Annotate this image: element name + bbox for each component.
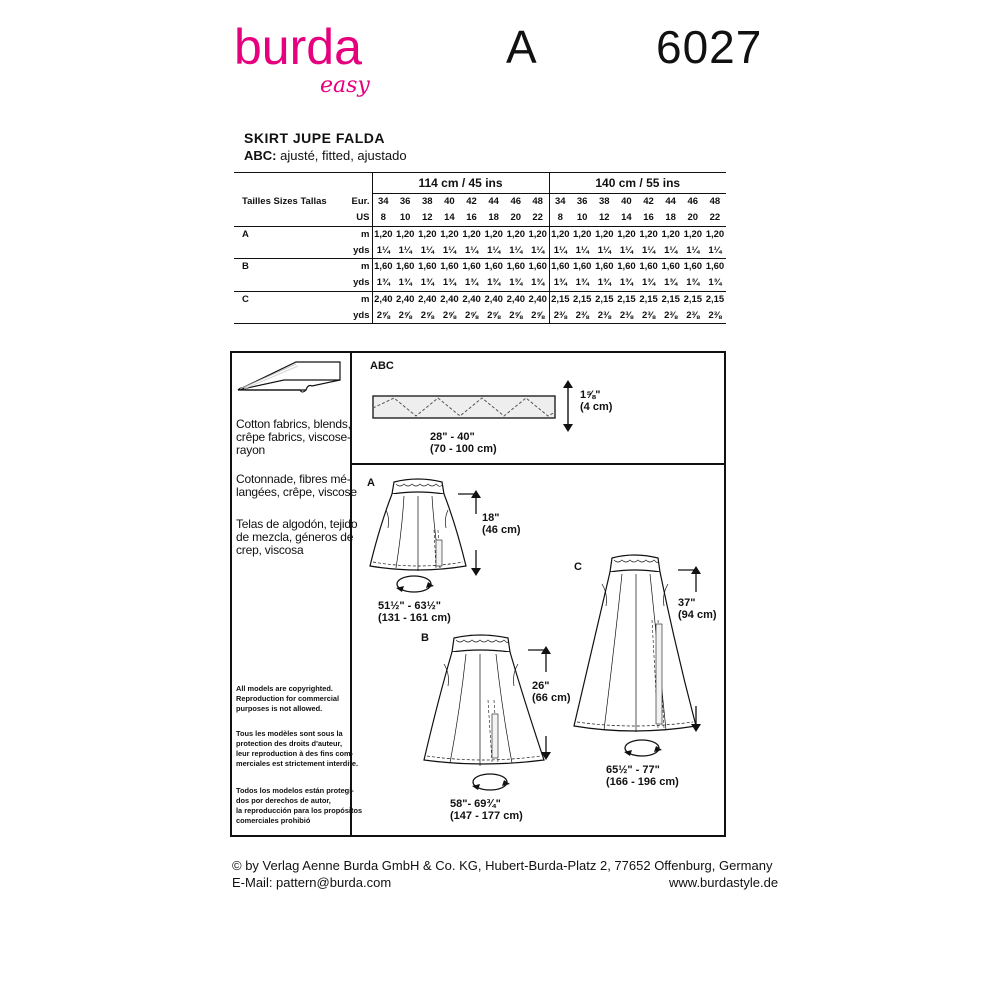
b-hem-cm: (147 - 177 cm) [450, 810, 523, 822]
us-size-114-cell: 16 [461, 210, 483, 226]
c-hem-cm: (166 - 196 cm) [606, 776, 679, 788]
yards-114-cell: 1¼ [372, 242, 394, 258]
us-size-140-cell: 14 [615, 210, 637, 226]
burda-easy-logo [232, 14, 392, 104]
eur-size-114-cell: 36 [399, 196, 411, 208]
eur-size-140-cell: 36 [576, 196, 588, 208]
yards-140-cell: 1¾ [593, 275, 615, 291]
skirt-b-hem-circumference-icon [470, 772, 514, 794]
yards-140-cell: 2⅜ [704, 307, 726, 323]
yards-114-cell: 2⅝ [372, 307, 394, 323]
c-length-inches: 37" [678, 597, 696, 609]
meters-140-cell: 1,60 [639, 261, 658, 273]
yards-140-cell: 2⅜ [660, 307, 682, 323]
website-link[interactable]: www.burdastyle.de [669, 875, 779, 890]
us-size-140-cell: 10 [571, 210, 593, 226]
meters-140-cell: 1,20 [551, 228, 570, 240]
meters-140-cell: 2,15 [683, 293, 703, 305]
waistband-length-cm: (70 - 100 cm) [430, 443, 497, 455]
meters-140-cell: 1,60 [572, 261, 592, 273]
meters-140-cell: 1,60 [617, 261, 636, 273]
eur-size-140-cell: 44 [665, 196, 676, 208]
yards-140-cell: 1¼ [638, 242, 660, 258]
meters-114-cell: 1,60 [506, 261, 526, 273]
copyright-line: merciales est strictement interdite. [236, 759, 358, 768]
view-b-label: B [421, 632, 429, 644]
yards-140-cell: 1¾ [638, 275, 660, 291]
fit-subtitle [244, 148, 407, 163]
copyright-line: la reproducción para los propósitos [236, 806, 363, 815]
fabric-en-line: rayon [236, 443, 266, 457]
copyright-note-fr [236, 729, 358, 769]
skirt-b-hem-measure [450, 798, 523, 822]
fabric-recommendation-en [236, 418, 351, 457]
meters-140-cell: 1,20 [639, 228, 658, 240]
eur-label: Eur. [346, 194, 372, 210]
fabric-fr-line: langées, crêpe, viscose [236, 485, 357, 499]
us-size-114-cell: 22 [527, 210, 549, 226]
meters-140-cell: 1,60 [661, 261, 680, 273]
a-length-inches: 18" [482, 512, 500, 524]
yards-114-cell: 1¼ [394, 242, 416, 258]
eur-size-114-cell: 40 [444, 196, 455, 208]
yards-140-cell: 1¾ [571, 275, 593, 291]
us-label: US [346, 210, 372, 226]
eur-size-140-cell: 34 [555, 196, 566, 208]
view-c-meters-row [234, 291, 726, 307]
eur-size-140-cell: 40 [621, 196, 632, 208]
fabric-recommendation-fr [236, 473, 357, 499]
burda-logo-graphic [232, 14, 392, 104]
fabric-es-line: de mezcla, géneros de [236, 530, 354, 544]
empty-label [234, 242, 346, 258]
view-a-meters-row [234, 226, 726, 242]
eur-size-114-cell: 38 [422, 196, 433, 208]
waistband-drawing [370, 376, 570, 436]
meters-114-cell: 1,20 [418, 228, 437, 240]
pattern-number: 6027 [656, 21, 763, 73]
eur-size-140-cell: 42 [643, 196, 654, 208]
copyright-line: comerciales prohibió [236, 816, 311, 825]
meters-140-cell: 1,20 [661, 228, 680, 240]
meters-140-cell: 1,60 [595, 261, 614, 273]
fabric-es-line: Telas de algodón, tejido [236, 517, 358, 531]
skirt-b-length-measure [532, 680, 571, 704]
eur-size-140-cell: 46 [687, 196, 699, 208]
us-size-140-cell: 12 [593, 210, 615, 226]
us-size-114-cell: 18 [483, 210, 505, 226]
copyright-line: Tous les modèles sont sous la [236, 729, 343, 738]
copyright-note-es [236, 786, 362, 826]
yards-140-cell: 1¼ [704, 242, 726, 258]
skirt-c-hem-measure [606, 764, 679, 788]
skirt-c-length-measure [678, 597, 717, 621]
yards-114-cell: 1¼ [527, 242, 549, 258]
width-header-140: 140 cm / 55 ins [549, 173, 726, 194]
brand-wordmark: burda [234, 19, 362, 75]
fabric-en-line: Cotton fabrics, blends, [236, 417, 351, 431]
waistband-width-measure [580, 389, 612, 413]
eur-size-114-cell: 34 [378, 196, 389, 208]
meters-114-cell: 2,40 [506, 293, 526, 305]
us-size-114-cell: 10 [394, 210, 416, 226]
copyright-line: leur reproduction à des fins com- [236, 749, 354, 758]
us-size-row [234, 210, 726, 226]
yards-114-cell: 1¾ [483, 275, 505, 291]
eur-size-114-cell: 48 [527, 194, 549, 210]
yards-114-cell: 2⅝ [461, 307, 483, 323]
view-b-yards-row [234, 275, 726, 291]
views-label: ABC: [244, 148, 277, 163]
yards-140-cell: 2⅜ [549, 307, 571, 323]
fabric-recommendation-es [236, 518, 357, 557]
copyright-note-en [236, 684, 339, 714]
waistband-length-inches: 28" - 40" [430, 431, 475, 443]
copyright-line: protection des droits d'auteur, [236, 739, 343, 748]
meters-114-cell: 2,40 [462, 293, 481, 305]
meters-114-cell: 1,60 [462, 261, 481, 273]
fabric-fr-line: Cotonnade, fibres mé- [236, 472, 351, 486]
meters-140-cell: 2,15 [595, 293, 614, 305]
yards-114-cell: 1¾ [505, 275, 527, 291]
unit-yds-label: yds [346, 242, 372, 258]
waistband-width-inches: 1⅝" [580, 389, 601, 401]
eur-size-140-cell: 38 [599, 196, 610, 208]
panel-divider [352, 463, 726, 465]
meters-140-cell: 2,15 [551, 293, 570, 305]
us-size-140-cell: 18 [660, 210, 682, 226]
size-chart [234, 172, 726, 324]
unit-m-label: m [346, 226, 372, 242]
meters-140-cell: 1,20 [572, 228, 592, 240]
us-size-114-cell: 20 [505, 210, 527, 226]
meters-140-cell: 1,60 [705, 261, 725, 273]
yards-140-cell: 2⅜ [638, 307, 660, 323]
us-size-140-cell: 16 [638, 210, 660, 226]
meters-140-cell: 1,20 [705, 228, 725, 240]
yards-140-cell: 1¼ [593, 242, 615, 258]
meters-114-cell: 2,40 [440, 293, 459, 305]
meters-140-cell: 1,20 [595, 228, 614, 240]
yards-140-cell: 1¼ [615, 242, 637, 258]
meters-114-cell: 1,60 [374, 261, 393, 273]
copyright-line: Reproduction for commercial [236, 694, 340, 703]
yards-140-cell: 2⅜ [593, 307, 615, 323]
yards-114-cell: 2⅝ [527, 307, 549, 323]
publisher-address: © by Verlag Aenne Burda GmbH & Co. KG, Hubert-Burda-Platz 2, 77652 Offenburg, Germany [232, 858, 773, 873]
meters-140-cell: 1,60 [683, 261, 703, 273]
meters-114-cell: 1,60 [484, 261, 503, 273]
a-hem-cm: (131 - 161 cm) [378, 612, 451, 624]
skirt-c-length-arrow-icon [676, 566, 706, 732]
b-length-inches: 26" [532, 680, 550, 692]
yards-114-cell: 2⅝ [416, 307, 438, 323]
yards-114-cell: 1¾ [461, 275, 483, 291]
meters-140-cell: 1,20 [683, 228, 703, 240]
yards-140-cell: 1¾ [615, 275, 637, 291]
fabric-es-line: crep, viscosa [236, 543, 304, 557]
meters-140-cell: 2,15 [639, 293, 658, 305]
unit-yds-label: yds [346, 275, 372, 291]
yards-114-cell: 1¼ [438, 242, 460, 258]
unit-m-label: m [346, 291, 372, 307]
fabric-requirement-table [234, 172, 726, 324]
eur-size-114-cell: 46 [510, 196, 522, 208]
yards-114-cell: 1¾ [416, 275, 438, 291]
yards-140-cell: 1¾ [704, 275, 726, 291]
width-header-row [234, 173, 726, 194]
meters-114-cell: 1,20 [506, 228, 526, 240]
view-b-meters-row [234, 259, 726, 275]
yards-114-cell: 1¼ [461, 242, 483, 258]
yards-114-cell: 1¼ [416, 242, 438, 258]
meters-114-cell: 1,60 [418, 261, 437, 273]
waistband-length-measure [430, 431, 497, 455]
yards-140-cell: 1¾ [660, 275, 682, 291]
fabric-en-line: crêpe fabrics, viscose- [236, 430, 351, 444]
c-length-cm: (94 cm) [678, 609, 717, 621]
meters-114-cell: 1,20 [527, 226, 549, 242]
meters-114-cell: 1,60 [527, 259, 549, 275]
yards-114-cell: 2⅝ [483, 307, 505, 323]
skirt-c-hem-circumference-icon [622, 738, 666, 760]
meters-114-cell: 2,40 [484, 293, 503, 305]
width-header-114: 114 cm / 45 ins [372, 173, 549, 194]
view-row-label: B [242, 261, 249, 273]
meters-140-cell: 1,60 [551, 261, 570, 273]
meters-114-cell: 2,40 [527, 291, 549, 307]
unit-yds-label: yds [346, 307, 372, 323]
yards-140-cell: 1¾ [549, 275, 571, 291]
fabric-bolt-icon [236, 356, 346, 398]
skirt-a-length-measure [482, 512, 521, 536]
eur-size-114-cell: 42 [466, 196, 477, 208]
empty-label [234, 275, 346, 291]
yards-140-cell: 1¼ [571, 242, 593, 258]
us-size-140-cell: 8 [549, 210, 571, 226]
view-c-yards-row [234, 307, 726, 323]
eur-size-114-cell: 44 [488, 196, 499, 208]
us-size-114-cell: 14 [438, 210, 460, 226]
meters-114-cell: 1,20 [484, 228, 503, 240]
yards-114-cell: 2⅝ [505, 307, 527, 323]
yards-114-cell: 1¾ [394, 275, 416, 291]
yards-140-cell: 2⅜ [571, 307, 593, 323]
meters-140-cell: 2,15 [661, 293, 680, 305]
meters-114-cell: 1,20 [462, 228, 481, 240]
yards-140-cell: 1¼ [549, 242, 571, 258]
garment-title: SKIRT JUPE FALDA [244, 130, 386, 146]
yards-140-cell: 1¼ [682, 242, 704, 258]
yards-140-cell: 2⅜ [682, 307, 704, 323]
yards-114-cell: 1¾ [527, 275, 549, 291]
us-size-114-cell: 12 [416, 210, 438, 226]
skirt-a-hem-circumference-icon [394, 574, 438, 596]
view-c-label: C [574, 561, 582, 573]
yards-114-cell: 1¼ [505, 242, 527, 258]
meters-114-cell: 1,20 [395, 228, 415, 240]
view-row-label: C [242, 293, 249, 305]
copyright-line: Todos los modelos están protegi- [236, 786, 354, 795]
brand-sub-wordmark: easy [320, 73, 370, 98]
yards-140-cell: 2⅜ [615, 307, 637, 323]
meters-114-cell: 2,40 [374, 293, 393, 305]
view-row-label: A [242, 228, 249, 240]
meters-140-cell: 2,15 [705, 293, 725, 305]
us-size-114-cell: 8 [372, 210, 394, 226]
yards-140-cell: 1¼ [660, 242, 682, 258]
eur-size-row [234, 194, 726, 210]
a-hem-inches: 51½" - 63½" [378, 600, 442, 612]
meters-114-cell: 1,60 [395, 261, 415, 273]
waistband-views-label: ABC [370, 360, 394, 372]
yards-114-cell: 2⅝ [394, 307, 416, 323]
a-length-cm: (46 cm) [482, 524, 521, 536]
yards-140-cell: 1¾ [682, 275, 704, 291]
meters-140-cell: 1,20 [617, 228, 636, 240]
yards-114-cell: 1¾ [438, 275, 460, 291]
b-length-cm: (66 cm) [532, 692, 571, 704]
meters-114-cell: 2,40 [395, 293, 415, 305]
fit-description: ajusté, fitted, ajustado [276, 148, 407, 163]
unit-m-label: m [346, 259, 372, 275]
us-size-140-cell: 22 [704, 210, 726, 226]
empty-label [234, 307, 346, 323]
meters-114-cell: 1,20 [440, 228, 459, 240]
waistband-width-arrow-icon [560, 380, 576, 432]
yards-114-cell: 1¼ [483, 242, 505, 258]
view-a-label: A [367, 477, 375, 489]
contact-email[interactable]: E-Mail: pattern@burda.com [232, 875, 392, 890]
meters-114-cell: 1,60 [440, 261, 459, 273]
c-hem-inches: 65½" - 77" [606, 764, 660, 776]
b-hem-inches: 58"- 69¾" [450, 798, 501, 810]
meters-114-cell: 1,20 [374, 228, 393, 240]
copyright-line: purposes is not allowed. [236, 704, 323, 713]
meters-114-cell: 2,40 [418, 293, 437, 305]
yards-114-cell: 1¾ [372, 275, 394, 291]
yards-114-cell: 2⅝ [438, 307, 460, 323]
waistband-width-cm: (4 cm) [580, 401, 613, 413]
copyright-line: dos por derechos de autor, [236, 796, 331, 805]
eur-size-140-cell: 48 [709, 196, 721, 208]
view-letter: A [506, 21, 537, 73]
sizes-label: Tailles Sizes Tallas [242, 196, 327, 208]
skirt-a-hem-measure [378, 600, 451, 624]
view-a-yards-row [234, 242, 726, 258]
meters-140-cell: 2,15 [572, 293, 592, 305]
meters-140-cell: 2,15 [617, 293, 636, 305]
copyright-line: All models are copyrighted. [236, 684, 333, 693]
us-size-140-cell: 20 [682, 210, 704, 226]
